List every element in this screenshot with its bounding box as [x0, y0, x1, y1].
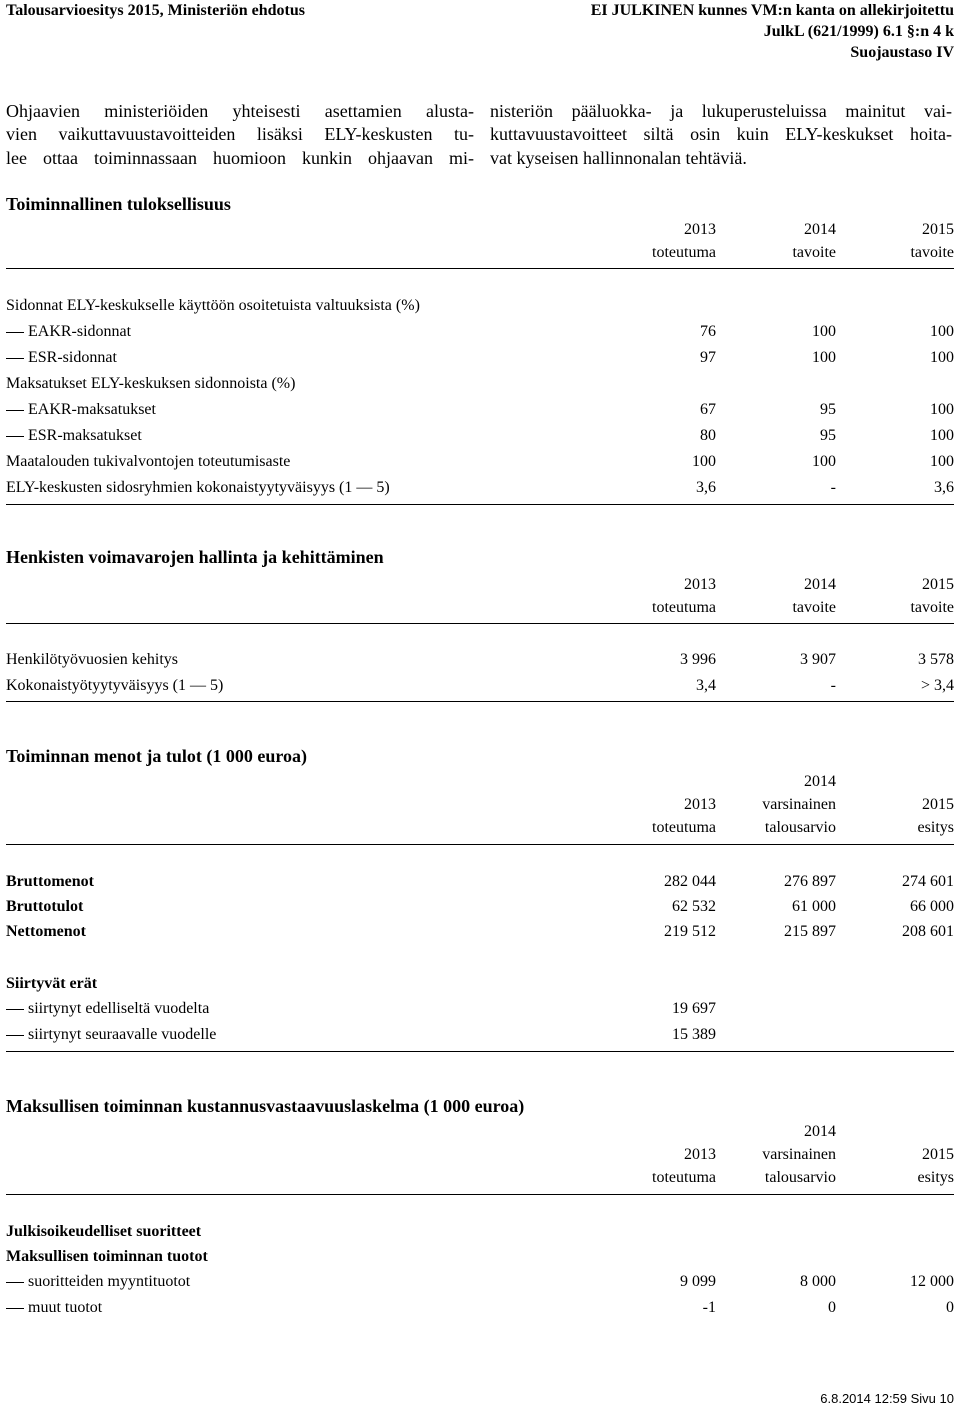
- intro-right-column: [490, 100, 952, 170]
- table-row: EAKR-sidonnat 76 100 100: [6, 320, 954, 344]
- header-rule: [6, 1194, 954, 1195]
- table-row: ESR-maksatukset 80 95 100: [6, 424, 954, 448]
- intro-left-line: Ohjaavien ministeriöiden yhteisesti asettamien alusta-: [6, 101, 474, 121]
- intro-right-line: vat kyseisen hallinnonalan tehtäviä.: [490, 147, 747, 168]
- col-header-2013: 2013 toteutuma: [652, 221, 716, 261]
- subsection-title: Maksullisen toiminnan tuotot: [6, 1248, 208, 1265]
- section-human-resources: [6, 547, 954, 707]
- subsection-title: Siirtyvät erät: [6, 975, 98, 992]
- classification-line-3: Suojaustaso IV: [850, 44, 954, 61]
- table-row: Maatalouden tukivalvontojen toteutumisaste 100 100 100: [6, 453, 954, 470]
- intro-left-column: [6, 100, 474, 170]
- table-bottom-rule: [6, 504, 954, 505]
- header-rule: [6, 623, 954, 624]
- table-row: Nettomenot 219 512 215 897 208 601: [6, 923, 954, 940]
- section-expenses-income: [6, 746, 954, 1056]
- intro-right-line: kuttavuustavoitteet siltä osin kuin ELY-keskukset hoita-: [490, 124, 952, 145]
- table-row: suoritteiden myyntituotot 9 099 8 000 12 000: [6, 1270, 954, 1294]
- col-header-2014: 2014 tavoite: [792, 221, 836, 261]
- section-operational-performance: [6, 194, 954, 504]
- col-header-2015: 2015 esitys: [917, 1146, 954, 1186]
- col-header-2013: 2013 toteutuma: [652, 1146, 716, 1186]
- header-rule: [6, 844, 954, 845]
- table-bottom-rule: [6, 701, 954, 702]
- table-row: Kokonaistyötyytyväisyys (1 — 5) 3,4 - > 3,4: [6, 677, 954, 694]
- table-row: Bruttomenot 282 044 276 897 274 601: [6, 873, 954, 890]
- table-bottom-rule: [6, 1051, 954, 1052]
- table-row: Sidonnat ELY-keskukselle käyttöön osoitetuista valtuuksista (%): [6, 297, 420, 314]
- col-header-2015: 2015 esitys: [917, 796, 954, 836]
- col-header-2014: 2014 varsinainen talousarvio: [762, 1123, 836, 1186]
- table-row: EAKR-maksatukset 67 95 100: [6, 398, 954, 422]
- table-row: muut tuotot -1 0 0: [6, 1296, 954, 1320]
- section-title: Maksullisen toiminnan kustannusvastaavuuslaskelma (1 000 euroa): [6, 1096, 525, 1116]
- subsection-title: Julkisoikeudelliset suoritteet: [6, 1223, 202, 1240]
- col-header-2015: 2015 tavoite: [910, 576, 954, 616]
- table-row: Bruttotulot 62 532 61 000 66 000: [6, 898, 954, 915]
- table-row: Henkilötyövuosien kehitys 3 996 3 907 3 578: [6, 651, 954, 668]
- section-cost-recovery: [6, 1096, 954, 1328]
- col-header-2014: 2014 varsinainen talousarvio: [762, 773, 836, 836]
- section-title: Henkisten voimavarojen hallinta ja kehittäminen: [6, 547, 384, 567]
- col-header-2013: 2013 toteutuma: [652, 576, 716, 616]
- table-row: ELY-keskusten sidosryhmien kokonaistyytyväisyys (1 — 5) 3,6 - 3,6: [6, 479, 954, 496]
- doc-header-classification: [591, 0, 954, 63]
- col-header-2013: 2013 toteutuma: [652, 796, 716, 836]
- col-header-2015: 2015 tavoite: [910, 221, 954, 261]
- intro-right-line: nisteriön pääluokka- ja lukuperusteluissa mainitut vai-: [490, 101, 952, 121]
- section-title: Toiminnan menot ja tulot (1 000 euroa): [6, 746, 308, 766]
- doc-header-title: Talousarvioesitys 2015, Ministeriön ehdotus: [6, 2, 305, 19]
- table-row: Maksatukset ELY-keskuksen sidonnoista (%): [6, 375, 296, 392]
- table-row: ESR-sidonnat 97 100 100: [6, 346, 954, 370]
- table-row: siirtynyt edelliseltä vuodelta 19 697: [6, 997, 954, 1021]
- page-footer: 6.8.2014 12:59 Sivu 10: [820, 1391, 954, 1406]
- classification-line-1: EI JULKINEN kunnes VM:n kanta on allekirjoitettu: [590, 2, 954, 19]
- intro-left-line: lee ottaa toiminnassaan huomioon kunkin ohjaavan mi-: [6, 147, 474, 168]
- table-row: siirtynyt seuraavalle vuodelle 15 389: [6, 1023, 954, 1047]
- col-header-2014: 2014 tavoite: [792, 576, 836, 616]
- intro-left-line: vien vaikuttavuustavoitteiden lisäksi ELY-keskusten tu-: [6, 124, 474, 145]
- header-rule: [6, 268, 954, 269]
- section-title: Toiminnallinen tuloksellisuus: [6, 194, 231, 214]
- classification-line-2: JulkL (621/1999) 6.1 §:n 4 k: [763, 23, 954, 40]
